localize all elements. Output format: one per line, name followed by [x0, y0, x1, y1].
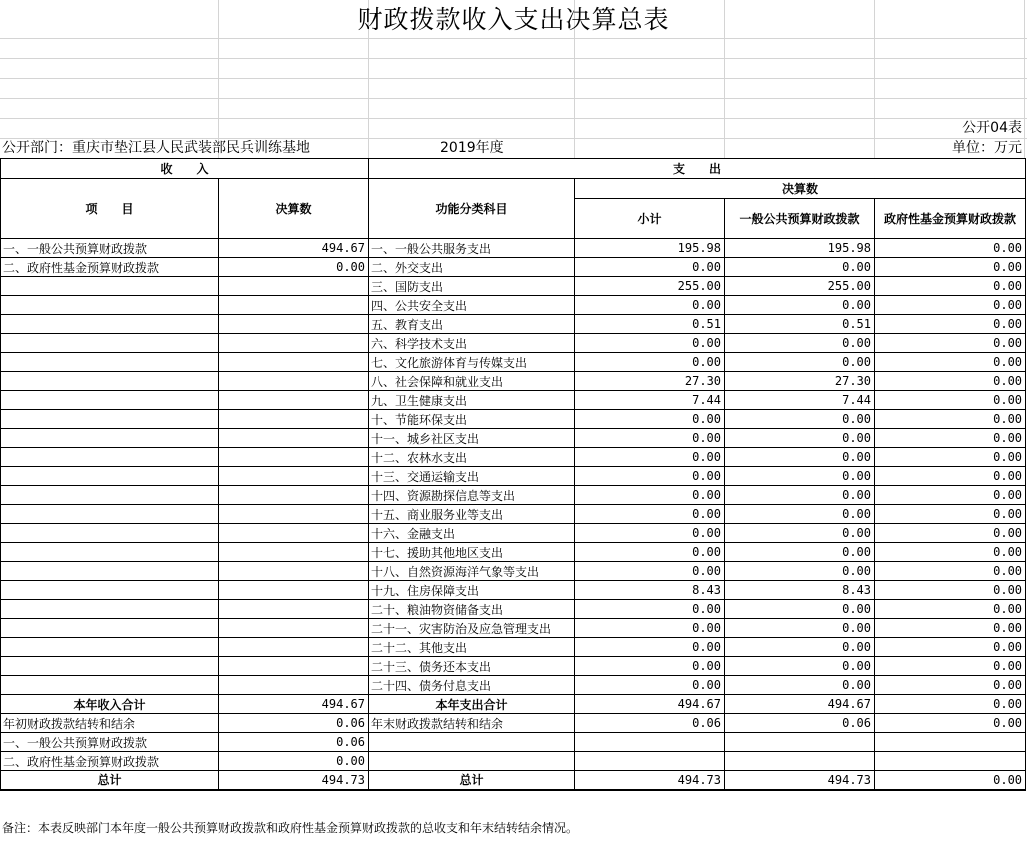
table-row [1, 239, 1026, 258]
income-item [1, 372, 219, 391]
income-item: 一、一般公共预算财政拨款 [1, 239, 219, 258]
expense-subtotal: 255.00 [575, 277, 725, 296]
income-header: 收 入 [1, 159, 369, 179]
expense-general-budget: 0.00 [725, 410, 875, 429]
expense-subtotal: 0.00 [575, 296, 725, 315]
table-row [1, 505, 1026, 524]
table-row [1, 315, 1026, 334]
expense-subtotal: 0.00 [575, 448, 725, 467]
carry-sub-label: 二、政府性基金预算财政拨款 [1, 752, 219, 771]
expense-item: 三、国防支出 [369, 277, 575, 296]
expense-item: 十四、资源勘探信息等支出 [369, 486, 575, 505]
expense-general-budget: 0.00 [725, 619, 875, 638]
grand-expense-subtotal: 494.73 [575, 771, 725, 790]
income-amount [219, 353, 369, 372]
carryover-row [1, 714, 1026, 733]
expense-general-budget: 27.30 [725, 372, 875, 391]
expense-item: 十七、援助其他地区支出 [369, 543, 575, 562]
table-row [1, 372, 1026, 391]
income-amount [219, 581, 369, 600]
expense-gov-fund: 0.00 [875, 543, 1026, 562]
expense-general-budget: 0.00 [725, 676, 875, 695]
expense-subtotal: 0.00 [575, 410, 725, 429]
expense-subtotal: 0.00 [575, 657, 725, 676]
expense-subtotal: 0.00 [575, 562, 725, 581]
table-row [1, 391, 1026, 410]
income-amount [219, 372, 369, 391]
income-amount [219, 600, 369, 619]
expense-gov-fund: 0.00 [875, 429, 1026, 448]
income-amount [219, 543, 369, 562]
income-amount: 0.00 [219, 258, 369, 277]
general-budget-header: 一般公共预算财政拨款 [725, 199, 875, 239]
subtotal-header: 小计 [575, 199, 725, 239]
year-expense-subtotal: 494.67 [575, 695, 725, 714]
expense-gov-fund: 0.00 [875, 562, 1026, 581]
carry-expense-general: 0.06 [725, 714, 875, 733]
year-income-total-amount: 494.67 [219, 695, 369, 714]
expense-item: 一、一般公共服务支出 [369, 239, 575, 258]
form-code: 公开04表 [962, 120, 1022, 136]
expense-gov-fund: 0.00 [875, 391, 1026, 410]
income-item [1, 296, 219, 315]
expense-general-budget: 195.98 [725, 239, 875, 258]
table-row [1, 410, 1026, 429]
expense-general-budget: 0.00 [725, 562, 875, 581]
table-row [1, 657, 1026, 676]
income-amount [219, 524, 369, 543]
income-amount [219, 277, 369, 296]
final-amount-header: 决算数 [575, 179, 1026, 199]
expense-item: 十、节能环保支出 [369, 410, 575, 429]
table-row [1, 600, 1026, 619]
income-item [1, 600, 219, 619]
table-row [1, 638, 1026, 657]
table-row [1, 296, 1026, 315]
fiscal-year: 2019年度 [440, 140, 504, 156]
expense-subtotal: 8.43 [575, 581, 725, 600]
expense-gov-fund: 0.00 [875, 239, 1026, 258]
table-row [1, 334, 1026, 353]
income-amount [219, 334, 369, 353]
expense-item: 二十四、债务付息支出 [369, 676, 575, 695]
expense-item: 十八、自然资源海洋气象等支出 [369, 562, 575, 581]
table-row [1, 258, 1026, 277]
income-amount [219, 657, 369, 676]
carry-expense-fund: 0.00 [875, 714, 1026, 733]
expense-item: 二十二、其他支出 [369, 638, 575, 657]
expense-subtotal: 7.44 [575, 391, 725, 410]
budget-summary-table [0, 158, 1026, 791]
expense-item: 十五、商业服务业等支出 [369, 505, 575, 524]
amount-header: 决算数 [219, 179, 369, 239]
table-row [1, 676, 1026, 695]
expense-gov-fund: 0.00 [875, 505, 1026, 524]
income-item [1, 505, 219, 524]
expense-header: 支 出 [369, 159, 1026, 179]
expense-subtotal: 0.00 [575, 676, 725, 695]
income-item: 二、政府性基金预算财政拨款 [1, 258, 219, 277]
gov-fund-header: 政府性基金预算财政拨款 [875, 199, 1026, 239]
income-item [1, 334, 219, 353]
table-row [1, 562, 1026, 581]
expense-item: 四、公共安全支出 [369, 296, 575, 315]
expense-gov-fund: 0.00 [875, 334, 1026, 353]
header-row-1 [1, 159, 1026, 179]
expense-subtotal: 0.00 [575, 429, 725, 448]
income-item [1, 486, 219, 505]
expense-subtotal: 0.51 [575, 315, 725, 334]
expense-subtotal: 0.00 [575, 619, 725, 638]
income-item [1, 410, 219, 429]
expense-gov-fund: 0.00 [875, 258, 1026, 277]
carry-income-label: 年初财政拨款结转和结余 [1, 714, 219, 733]
expense-subtotal: 0.00 [575, 524, 725, 543]
grand-total-row [1, 771, 1026, 790]
expense-general-budget: 255.00 [725, 277, 875, 296]
expense-item: 二十、粮油物资储备支出 [369, 600, 575, 619]
expense-item: 十九、住房保障支出 [369, 581, 575, 600]
carry-income-amount: 0.06 [219, 714, 369, 733]
table-row [1, 543, 1026, 562]
expense-gov-fund: 0.00 [875, 657, 1026, 676]
expense-gov-fund: 0.00 [875, 315, 1026, 334]
table-row [1, 524, 1026, 543]
expense-general-budget: 0.00 [725, 505, 875, 524]
income-amount [219, 448, 369, 467]
income-amount [219, 619, 369, 638]
income-amount [219, 429, 369, 448]
item-header: 项 目 [1, 179, 219, 239]
table-row [1, 619, 1026, 638]
expense-subtotal: 195.98 [575, 239, 725, 258]
expense-subtotal: 0.00 [575, 258, 725, 277]
expense-gov-fund: 0.00 [875, 486, 1026, 505]
income-item [1, 429, 219, 448]
income-item [1, 448, 219, 467]
table-body [1, 239, 1026, 695]
income-item [1, 277, 219, 296]
expense-general-budget: 0.00 [725, 657, 875, 676]
carry-expense-subtotal: 0.06 [575, 714, 725, 733]
expense-gov-fund: 0.00 [875, 619, 1026, 638]
function-item-header: 功能分类科目 [369, 179, 575, 239]
expense-gov-fund: 0.00 [875, 467, 1026, 486]
expense-item: 七、文化旅游体育与传媒支出 [369, 353, 575, 372]
income-item [1, 619, 219, 638]
table-row [1, 277, 1026, 296]
carryover-sub-row [1, 733, 1026, 752]
year-expense-general: 494.67 [725, 695, 875, 714]
expense-gov-fund: 0.00 [875, 600, 1026, 619]
expense-general-budget: 0.00 [725, 258, 875, 277]
expense-general-budget: 0.00 [725, 524, 875, 543]
expense-gov-fund: 0.00 [875, 638, 1026, 657]
expense-item: 二、外交支出 [369, 258, 575, 277]
income-amount [219, 315, 369, 334]
expense-general-budget: 8.43 [725, 581, 875, 600]
expense-gov-fund: 0.00 [875, 277, 1026, 296]
expense-general-budget: 0.00 [725, 543, 875, 562]
year-total-row [1, 695, 1026, 714]
grand-income-label: 总计 [1, 771, 219, 790]
expense-item: 六、科学技术支出 [369, 334, 575, 353]
year-income-total-label: 本年收入合计 [1, 695, 219, 714]
expense-item: 十一、城乡社区支出 [369, 429, 575, 448]
income-item [1, 581, 219, 600]
income-amount [219, 486, 369, 505]
expense-gov-fund: 0.00 [875, 676, 1026, 695]
expense-general-budget: 0.00 [725, 296, 875, 315]
expense-general-budget: 7.44 [725, 391, 875, 410]
income-amount [219, 505, 369, 524]
income-item [1, 657, 219, 676]
expense-general-budget: 0.00 [725, 353, 875, 372]
expense-general-budget: 0.00 [725, 486, 875, 505]
grand-expense-fund: 0.00 [875, 771, 1026, 790]
carry-sub-amount: 0.00 [219, 752, 369, 771]
footnote: 备注：本表反映部门本年度一般公共预算财政拨款和政府性基金预算财政拨款的总收支和年末结转结余情况。 [2, 821, 579, 835]
table-row [1, 448, 1026, 467]
expense-subtotal: 0.00 [575, 353, 725, 372]
expense-item: 二十一、灾害防治及应急管理支出 [369, 619, 575, 638]
expense-gov-fund: 0.00 [875, 581, 1026, 600]
table-row [1, 353, 1026, 372]
department-label: 公开部门：重庆市垫江县人民武装部民兵训练基地 [2, 140, 310, 156]
carry-sub-label: 一、一般公共预算财政拨款 [1, 733, 219, 752]
income-item [1, 353, 219, 372]
report-title: 财政拨款收入支出决算总表 [357, 5, 670, 34]
income-amount: 494.67 [219, 239, 369, 258]
expense-item: 二十三、债务还本支出 [369, 657, 575, 676]
unit-label: 单位：万元 [952, 140, 1022, 156]
expense-gov-fund: 0.00 [875, 353, 1026, 372]
income-item [1, 638, 219, 657]
expense-gov-fund: 0.00 [875, 448, 1026, 467]
expense-general-budget: 0.00 [725, 429, 875, 448]
expense-subtotal: 27.30 [575, 372, 725, 391]
expense-subtotal: 0.00 [575, 600, 725, 619]
expense-general-budget: 0.00 [725, 334, 875, 353]
income-item [1, 524, 219, 543]
income-item [1, 315, 219, 334]
table-row [1, 467, 1026, 486]
expense-gov-fund: 0.00 [875, 372, 1026, 391]
table-row [1, 429, 1026, 448]
expense-item: 五、教育支出 [369, 315, 575, 334]
income-item [1, 543, 219, 562]
year-expense-fund: 0.00 [875, 695, 1026, 714]
income-amount [219, 676, 369, 695]
expense-item: 十六、金融支出 [369, 524, 575, 543]
income-amount [219, 296, 369, 315]
expense-subtotal: 0.00 [575, 505, 725, 524]
grand-expense-label: 总计 [369, 771, 575, 790]
grand-expense-general: 494.73 [725, 771, 875, 790]
income-amount [219, 410, 369, 429]
expense-item: 十三、交通运输支出 [369, 467, 575, 486]
expense-general-budget: 0.51 [725, 315, 875, 334]
carry-sub-amount: 0.06 [219, 733, 369, 752]
expense-item: 十二、农林水支出 [369, 448, 575, 467]
income-amount [219, 467, 369, 486]
expense-subtotal: 0.00 [575, 486, 725, 505]
income-item [1, 467, 219, 486]
expense-general-budget: 0.00 [725, 467, 875, 486]
expense-subtotal: 0.00 [575, 543, 725, 562]
expense-gov-fund: 0.00 [875, 410, 1026, 429]
expense-general-budget: 0.00 [725, 638, 875, 657]
expense-subtotal: 0.00 [575, 638, 725, 657]
header-row-2 [1, 179, 1026, 199]
carryover-sub-row [1, 752, 1026, 771]
table-row [1, 581, 1026, 600]
year-expense-total-label: 本年支出合计 [369, 695, 575, 714]
income-item [1, 676, 219, 695]
income-amount [219, 638, 369, 657]
expense-item: 九、卫生健康支出 [369, 391, 575, 410]
income-item [1, 562, 219, 581]
expense-general-budget: 0.00 [725, 448, 875, 467]
expense-general-budget: 0.00 [725, 600, 875, 619]
table-row [1, 486, 1026, 505]
income-item [1, 391, 219, 410]
income-amount [219, 391, 369, 410]
expense-subtotal: 0.00 [575, 467, 725, 486]
carry-expense-label: 年末财政拨款结转和结余 [369, 714, 575, 733]
income-amount [219, 562, 369, 581]
expense-subtotal: 0.00 [575, 334, 725, 353]
expense-gov-fund: 0.00 [875, 524, 1026, 543]
grand-income-amount: 494.73 [219, 771, 369, 790]
expense-gov-fund: 0.00 [875, 296, 1026, 315]
expense-item: 八、社会保障和就业支出 [369, 372, 575, 391]
